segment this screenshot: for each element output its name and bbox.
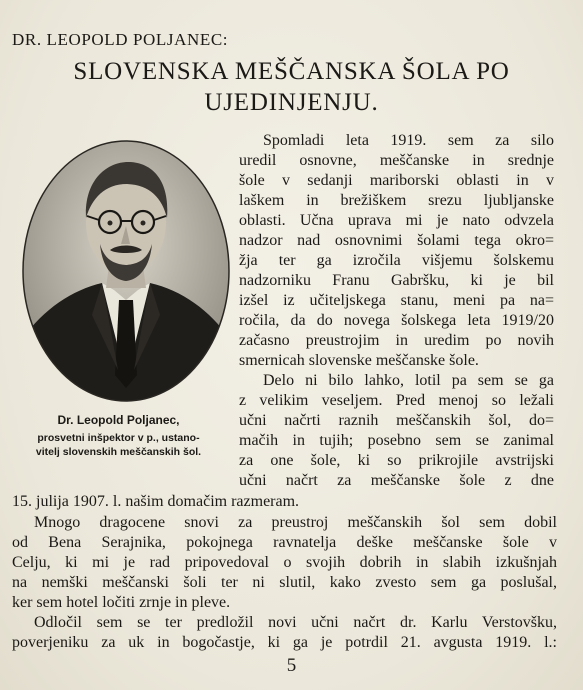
body-line: od Bena Serajnika, pokojnega ravnatelja deške meščanske šole v [12,534,557,551]
body-line: laškem in brežiškem srezu ljubljanske [239,192,554,209]
body-line: mačih in tujih; posebno sem se zanimal [239,432,554,449]
body-line: Odločil sem se ter predložil novi učni načrt dr. Karlu Verstovšku, [34,614,557,631]
body-line: z velikim veseljem. Pred menoj so ležali [239,392,554,409]
body-line: ročila, da do novega šolskega leta 1919/20 [239,312,554,329]
body-line: za one šole, ki so prikrojile avstrijski [239,452,554,469]
body-line: učni načrt za meščanske šole z dne [239,472,554,489]
body-line: smernicah slovenske meščanske šole. [239,352,479,369]
page-number: 5 [286,655,297,676]
article-title-line-1: SLOVENSKA MEŠČANSKA ŠOLA PO [73,58,510,85]
portrait-caption-line: prosvetni inšpektor v p., ustano- [37,432,200,444]
body-line: začasno preustrojim in uredim po novih [239,332,554,349]
body-line: na nemški meščanski šoli ter ni slutil, kako zvesto sem ga poslušal, [12,574,557,591]
body-line: Celju, ki mi je rad pripovedoval o svojih dobrih in slabih izkušnjah [12,554,557,571]
body-line: ker sem hotel ločiti zrnje in pleve. [12,594,231,611]
body-line: učni načrti raznih meščanskih šol, do= [239,412,554,429]
portrait-caption-name: Dr. Leopold Poljanec, [57,413,180,427]
body-line: žja ter ga izročila višjemu šolskemu [239,252,554,269]
body-line: uredil osnovne, meščanske in srednje [239,152,554,169]
body-line: nadzorniku Franu Gabršku, ki je bil [239,272,554,289]
author-portrait [22,140,230,402]
body-line: šole v sedanji mariborski oblasti in v [239,172,554,189]
body-line: izšel iz učiteljskega stanu, meni pa na= [239,292,554,309]
body-line: oblasti. Učna uprava mi je nato odvzela [239,212,554,229]
body-line: Delo ni bilo lahko, lotil pa sem se ga [263,372,554,389]
body-line: nadzor nad osnovnimi šolami tega okro= [239,232,554,249]
body-line: poverjeniku za uk in bogočastje, ki ga je potrdil 21. avgusta 1919. l.: [12,634,557,651]
body-line: Spomladi leta 1919. sem za silo [263,132,554,149]
body-line: 15. julija 1907. l. našim domačim razmeram. [12,493,300,510]
author-heading: DR. LEOPOLD POLJANEC: [12,30,229,49]
body-line: Mnogo dragocene snovi za preustroj meščanskih šol sem dobil [34,514,557,531]
article-title-line-2: UJEDINJENJU. [204,89,379,116]
portrait-caption-line: vitelj slovenskih meščanskih šol. [35,446,202,458]
